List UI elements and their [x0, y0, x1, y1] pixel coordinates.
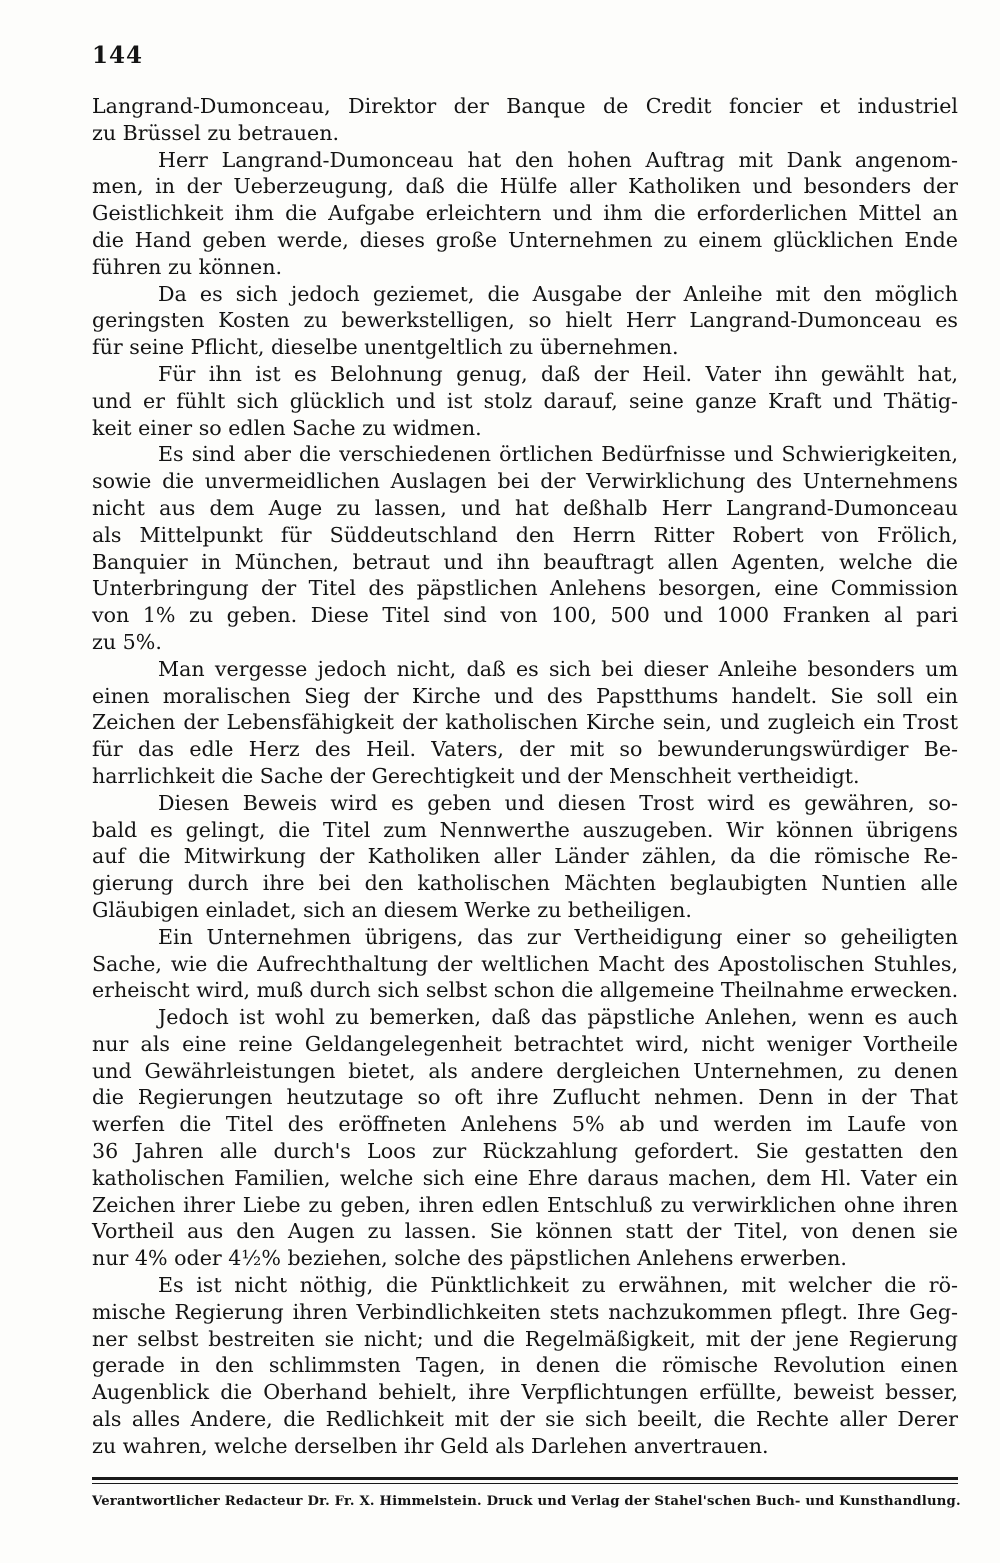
- text-line: sowie die unvermeidlichen Auslagen bei der Verwirklichung des Unternehmens: [92, 469, 958, 494]
- text-line: Jedoch ist wohl zu bemerken, daß das päpstliche Anlehen, wenn es auch: [158, 1005, 958, 1030]
- text-line: mische Regierung ihren Verbindlichkeiten stets nachzukommen pflegt. Ihre Geg-: [92, 1299, 958, 1324]
- text-line: für das edle Herz des Heil. Vaters, der mit so bewunderungswürdiger Be-: [92, 737, 958, 762]
- text-line: 36 Jahren alle durch's Loos zur Rückzahlung gefordert. Sie gestatten den: [92, 1139, 958, 1164]
- text-line: Man vergesse jedoch nicht, daß es sich bei dieser Anleihe besonders um: [158, 656, 958, 681]
- text-line: geringsten Kosten zu bewerkstelligen, so hielt Herr Langrand-Dumonceau es: [92, 308, 958, 333]
- text-line: nicht aus dem Auge zu lassen, und hat deßhalb Herr Langrand-Dumonceau: [92, 495, 958, 520]
- text-line: Es sind aber die verschiedenen örtlichen Bedürfnisse und Schwierigkeiten,: [158, 442, 958, 467]
- text-line: gerade in den schlimmsten Tagen, in denen die römische Revolution einen: [92, 1353, 958, 1378]
- text-line: werfen die Titel des eröffneten Anlehens 5% ab und werden im Laufe von: [92, 1112, 958, 1137]
- text-line: harrlichkeit die Sache der Gerechtigkeit und der Menschheit vertheidigt.: [92, 763, 860, 788]
- page-number: 144: [92, 42, 144, 69]
- text-line: auf die Mitwirkung der Katholiken aller Länder zählen, da die römische Re-: [92, 844, 958, 869]
- text-line: und er fühlt sich glücklich und ist stolz darauf, seine ganze Kraft und Thätig-: [92, 388, 958, 413]
- text-line: führen zu können.: [92, 254, 283, 279]
- imprint-footer: Verantwortlicher Redacteur Dr. Fr. X. Himmelstein. Druck und Verlag der Stahel'schen Buch- und Kunsthandlung.: [92, 1494, 961, 1509]
- text-line: nur 4% oder 4½% beziehen, solche des päpstlichen Anlehens erwerben.: [92, 1246, 847, 1271]
- text-line: zu Brüssel zu betrauen.: [92, 120, 340, 145]
- text-line: Da es sich jedoch geziemet, die Ausgabe der Anleihe mit den möglich: [158, 281, 958, 306]
- text-line: Unterbringung der Titel des päpstlichen Anlehens besorgen, eine Commission: [92, 576, 958, 601]
- text-line: Es ist nicht nöthig, die Pünktlichkeit zu erwähnen, mit welcher die rö-: [158, 1273, 958, 1298]
- text-line: nur als eine reine Geldangelegenheit betrachtet wird, nicht weniger Vortheile: [92, 1031, 958, 1056]
- text-line: Zeichen ihrer Liebe zu geben, ihren edlen Entschluß zu verwirklichen ohne ihren: [92, 1192, 958, 1217]
- text-line: Geistlichkeit ihm die Aufgabe erleichtern und ihm die erforderlichen Mittel an: [92, 201, 958, 226]
- text-line: als alles Andere, die Redlichkeit mit der sie sich beeilt, die Rechte aller Derer: [92, 1407, 958, 1432]
- text-line: einen moralischen Sieg der Kirche und des Papstthums handelt. Sie soll ein: [92, 683, 958, 708]
- text-line: Banquier in München, betraut und ihn beauftragt allen Agenten, welche die: [92, 549, 958, 574]
- text-line: die Regierungen heutzutage so oft ihre Zuflucht nehmen. Denn in der That: [92, 1085, 958, 1110]
- text-line: men, in der Ueberzeugung, daß die Hülfe aller Katholiken und besonders der: [92, 174, 958, 199]
- text-line: Vortheil aus den Augen zu lassen. Sie können statt der Titel, von denen sie: [92, 1219, 958, 1244]
- text-line: und Gewährleistungen bietet, als andere dergleichen Unternehmen, zu denen: [92, 1058, 958, 1083]
- text-line: bald es gelingt, die Titel zum Nennwerthe auszugeben. Wir können übrigens: [92, 817, 958, 842]
- text-line: Für ihn ist es Belohnung genug, daß der Heil. Vater ihn gewählt hat,: [158, 361, 958, 386]
- text-line: Gläubigen einladet, sich an diesem Werke zu betheiligen.: [92, 897, 692, 922]
- text-line: von 1% zu geben. Diese Titel sind von 100, 500 und 1000 Franken al pari: [92, 603, 958, 628]
- text-line: keit einer so edlen Sache zu widmen.: [92, 415, 482, 440]
- text-line: katholischen Familien, welche sich eine Ehre daraus machen, dem Hl. Vater ein: [92, 1165, 958, 1190]
- text-line: zu wahren, welche derselben ihr Geld als Darlehen anvertrauen.: [92, 1433, 769, 1458]
- text-line: erheischt wird, muß durch sich selbst schon die allgemeine Theilnahme erwecken.: [92, 978, 959, 1003]
- text-line: ner selbst bestreiten sie nicht; und die Regelmäßigkeit, mit der jene Regierung: [92, 1326, 958, 1351]
- text-line: Ein Unternehmen übrigens, das zur Vertheidigung einer so geheiligten: [158, 924, 958, 949]
- body-text: [92, 93, 958, 1460]
- text-line: für seine Pflicht, dieselbe unentgeltlich zu übernehmen.: [92, 335, 679, 360]
- text-line: Augenblick die Oberhand behielt, ihre Verpflichtungen erfüllte, beweist besser,: [92, 1380, 958, 1405]
- footer-rule: [92, 1477, 958, 1480]
- text-line: Zeichen der Lebensfähigkeit der katholischen Kirche sein, und zugleich ein Trost: [92, 710, 958, 735]
- text-line: als Mittelpunkt für Süddeutschland den Herrn Ritter Robert von Frölich,: [92, 522, 958, 547]
- text-line: Herr Langrand-Dumonceau hat den hohen Auftrag mit Dank angenom-: [158, 147, 958, 172]
- text-line: zu 5%.: [92, 629, 162, 654]
- text-line: Diesen Beweis wird es geben und diesen Trost wird es gewähren, so-: [158, 790, 958, 815]
- text-line: die Hand geben werde, dieses große Unternehmen zu einem glücklichen Ende: [92, 227, 958, 252]
- footer-rule-thin: [92, 1483, 958, 1484]
- text-line: Sache, wie die Aufrechthaltung der weltlichen Macht des Apostolischen Stuhles,: [92, 951, 958, 976]
- text-line: Langrand-Dumonceau, Direktor der Banque de Credit foncier et industriel: [92, 94, 958, 118]
- text-line: gierung durch ihre bei den katholischen Mächten beglaubigten Nuntien alle: [92, 871, 958, 896]
